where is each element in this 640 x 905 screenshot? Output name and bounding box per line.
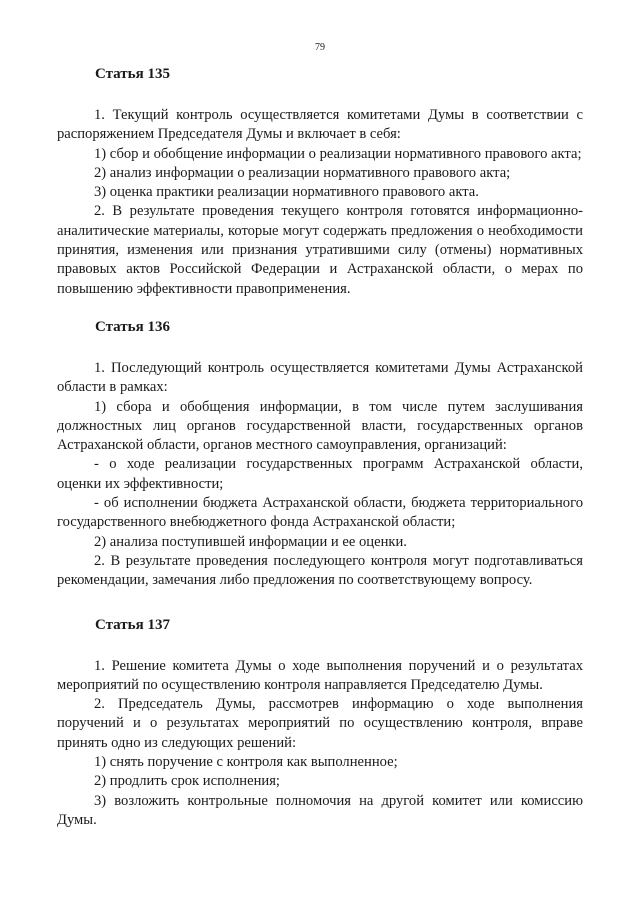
article-136 — [57, 317, 583, 591]
paragraph: 3) возложить контрольные полномочия на другой комитет или комиссию Думы. — [57, 792, 583, 828]
paragraph: - о ходе реализации государственных программ Астраханской области, оценки их эффективности; — [57, 456, 583, 492]
paragraph: 1. Текущий контроль осуществляется комитетами Думы в соответствии с распоряжением Председателя Думы и включает в себя: — [57, 107, 583, 143]
paragraph: 1) сбора и обобщения информации, в том числе путем заслушивания должностных лиц органов государственной власти, государственных органов Астраханской области, органов местного самоуправления, организаций: — [57, 398, 583, 454]
paragraph: 2. В результате проведения текущего контроля готовятся информационно-аналитические материалы, которые могут содержать предложения о необходимости принятия, изменения или признания утратившими силу (отмены) нормативных правовых актов Российской Федерации и Астраханской области, о мерах по повышению эффективности правоприменения. — [57, 203, 583, 297]
article-title: Статья 137 — [95, 616, 170, 633]
article-title: Статья 135 — [95, 66, 170, 82]
paragraph: 3) оценка практики реализации нормативного правового акта. — [94, 184, 479, 201]
article-title: Статья 136 — [95, 318, 170, 335]
article-135 — [57, 64, 583, 299]
page-number: 79 — [315, 42, 325, 53]
document-body — [57, 64, 583, 857]
paragraph: 1. Последующий контроль осуществляется комитетами Думы Астраханской области в рамках: — [57, 359, 583, 396]
paragraph: 2) анализа поступившей информации и ее оценки. — [94, 533, 407, 550]
paragraph: 2) продлить срок исполнения; — [94, 773, 280, 790]
paragraph: 1. Решение комитета Думы о ходе выполнения поручений и о результатах мероприятий по осуществлению контроля направляется Председателю Думы. — [57, 657, 583, 693]
paragraph: - об исполнении бюджета Астраханской области, бюджета территориального государственного внебюджетного фонда Астраханской области; — [57, 495, 583, 531]
paragraph: 2) анализ информации о реализации нормативного правового акта; — [94, 164, 511, 181]
paragraph: 2. Председатель Думы, рассмотрев информацию о ходе выполнения поручений и о результатах мероприятий по осуществлению контроля, вправе принять одно из следующих решений: — [57, 696, 583, 751]
article-137 — [57, 615, 583, 831]
paragraph: 1) сбор и обобщение информации о реализации нормативного правового акта; — [94, 145, 582, 162]
paragraph: 2. В результате проведения последующего контроля могут подготавливаться рекомендации, замечания либо предложения по соответствующему вопросу. — [57, 552, 583, 589]
paragraph: 1) снять поручение с контроля как выполненное; — [94, 754, 398, 771]
